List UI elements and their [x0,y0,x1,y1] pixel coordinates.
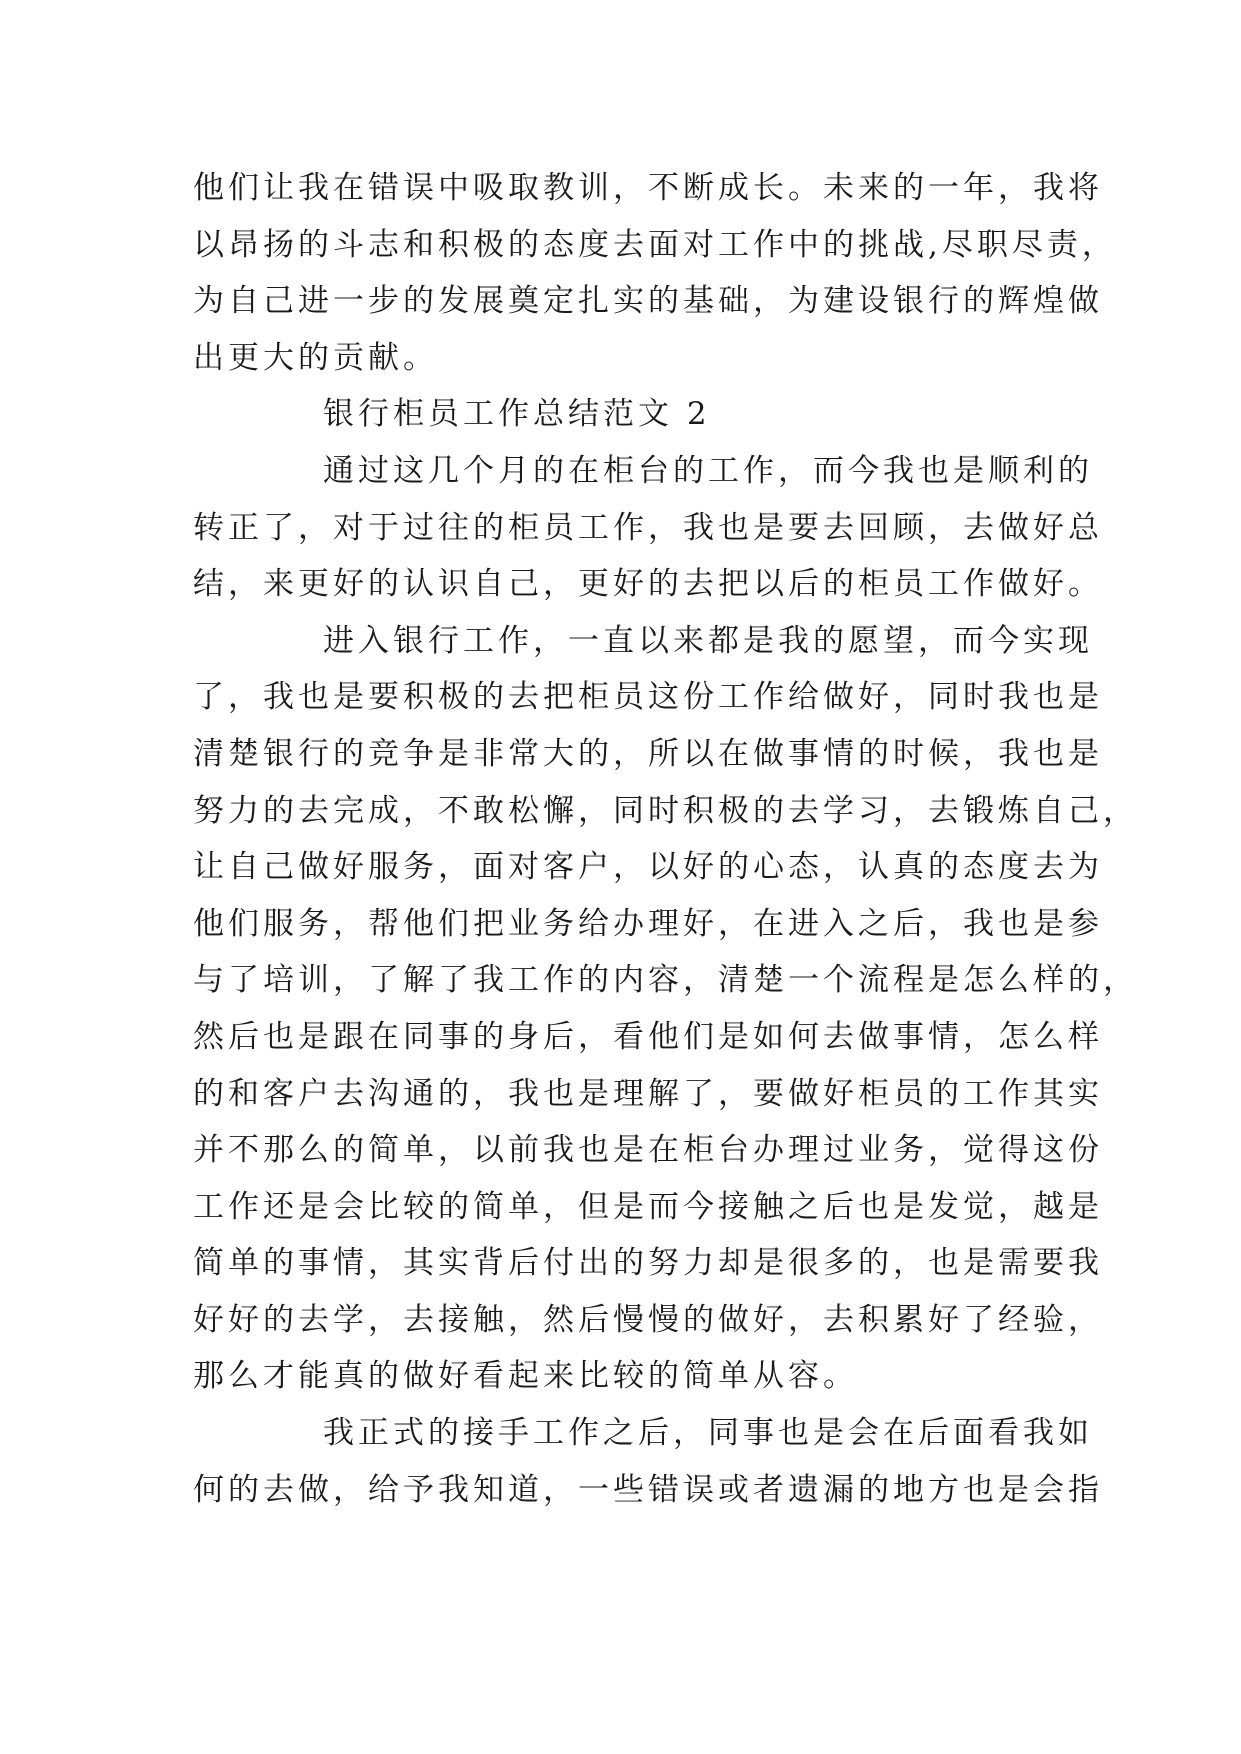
text-line: 的和客户去沟通的，我也是理解了，要做好柜员的工作其实 [193,1075,1103,1112]
text-line: 简单的事情，其实背后付出的努力却是很多的，也是需要我 [193,1245,1103,1282]
document-body [193,160,1138,1518]
text-line: 工作还是会比较的简单，但是而今接触之后也是发觉，越是 [193,1188,1103,1225]
text-line: 好好的去学，去接触，然后慢慢的做好，去积累好了经验， [193,1301,1103,1338]
text-line: 然后也是跟在同事的身后，看他们是如何去做事情，怎么样 [193,1018,1103,1055]
text-line: 以昂扬的斗志和积极的态度去面对工作中的挑战,尽职尽责， [193,226,1117,263]
text-line: 让自己做好服务，面对客户，以好的心态，认真的态度去为 [193,849,1103,886]
text-line: 清楚银行的竞争是非常大的，所以在做事情的时候，我也是 [193,735,1103,772]
text-line: 出更大的贡献。 [193,339,438,376]
text-line: 为自己进一步的发展奠定扎实的基础，为建设银行的辉煌做 [193,283,1103,320]
text-line: 努力的去完成，不敢松懈，同时积极的去学习，去锻炼自己， [193,792,1138,829]
section-heading: 银行柜员工作总结范文 2 [323,396,711,433]
text-line: 进入银行工作，一直以来都是我的愿望，而今实现 [323,622,1093,659]
text-line: 结，来更好的认识自己，更好的去把以后的柜员工作做好。 [193,566,1103,603]
text-line: 我正式的接手工作之后，同事也是会在后面看我如 [323,1415,1093,1452]
text-line: 何的去做，给予我知道，一些错误或者遗漏的地方也是会指 [193,1471,1103,1508]
text-line: 通过这几个月的在柜台的工作，而今我也是顺利的 [323,452,1093,489]
text-line: 了，我也是要积极的去把柜员这份工作给做好，同时我也是 [193,679,1103,716]
text-line: 与了培训，了解了我工作的内容，清楚一个流程是怎么样的， [193,962,1138,999]
text-line: 他们服务，帮他们把业务给办理好，在进入之后，我也是参 [193,905,1103,942]
text-line: 那么才能真的做好看起来比较的简单从容。 [193,1358,858,1395]
text-line: 他们让我在错误中吸取教训，不断成长。未来的一年，我将 [193,170,1103,206]
text-line: 并不那么的简单，以前我也是在柜台办理过业务，觉得这份 [193,1132,1103,1169]
text-line: 转正了，对于过往的柜员工作，我也是要去回顾，去做好总 [193,509,1103,546]
